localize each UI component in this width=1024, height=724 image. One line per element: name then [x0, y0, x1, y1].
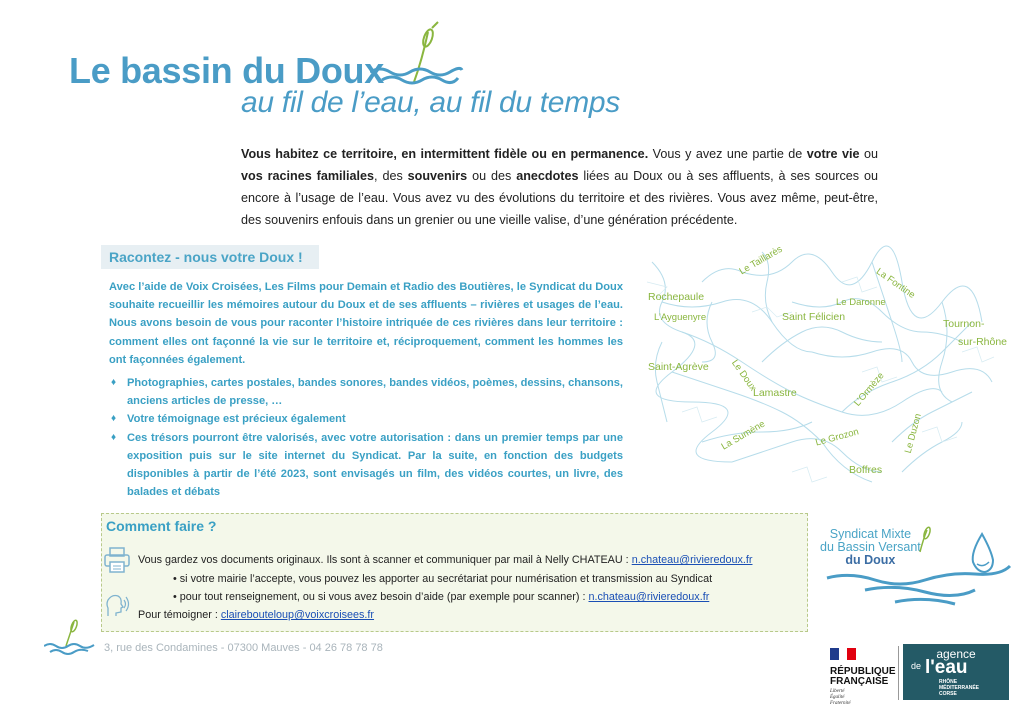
republique-francaise-logo: RÉPUBLIQUE FRANÇAISE Liberté Égalité Fraternité: [830, 647, 896, 707]
footer-reed-logo: [44, 616, 96, 656]
email-link-claire[interactable]: clairebouteloup@voixcroisees.fr: [220, 609, 375, 621]
printer-icon: [104, 546, 130, 574]
racontez-bullets: [109, 374, 623, 501]
syndicat-logo: [825, 522, 1015, 612]
logo-divider: [898, 646, 899, 700]
syndicat-logo-text: Syndicat Mixte du Bassin Versant du Doux: [820, 527, 921, 567]
footer-address: 3, rue des Condamines - 07300 Mauves - 04 26 78 78 78: [104, 642, 383, 654]
map-label-tournon-2: sur-Rhône: [958, 336, 1008, 348]
comment-faire-heading: Comment faire ?: [106, 518, 217, 534]
map-label-tournon: Tournon-: [943, 318, 985, 330]
list-item: ♦ Ces trésors pourront être valorisés, avec votre autorisation : dans un premier temps par une exposition puis sur le site internet du Syndicat. Par la suite, en fonction des budgets disponibles à partir de l’été 2023, sont envisagés un film, des vidéos courtes, un livre, des balades et débats: [109, 429, 623, 502]
diamond-bullet-icon: ♦: [111, 431, 117, 443]
speaking-head-icon: [104, 592, 130, 620]
email-link-nelly-2[interactable]: n.chateau@rivieredoux.fr: [588, 591, 710, 603]
page-title: Le bassin du Doux: [69, 50, 384, 91]
page-subtitle: au fil de l’eau, au fil du temps: [241, 86, 620, 119]
map-label-grozon: Le Grozon: [814, 426, 861, 449]
map-label-boffres: Boffres: [849, 464, 883, 476]
comment-line-1: Vous gardez vos documents originaux. Ils sont à scanner et communiquer par mail à Nelly CHATEAU : n.chateau@rivieredoux.fr: [138, 554, 753, 566]
intro-paragraph: Vous habitez ce territoire, en intermittent fidèle ou en permanence. Vous y avez une partie de votre vie ou vos racines familiales, des souvenirs ou des anecdotes liées au Doux ou à ses affluents, à ses sources ou encore à l’usage de l’eau. Vous avez vu des évolutions du territoire et des rivières. Vous avez même, peut-être, des souvenirs enfouis dans un grenier ou une vieille valise, d’une génération précédente.: [241, 147, 878, 227]
comment-line-4: Pour témoigner : clairebouteloup@voixcroisees.fr: [138, 609, 375, 621]
map-label-ayguenyre: L’Ayguenyre: [654, 312, 707, 323]
map-label-tailleres: Le Taillarès: [737, 243, 785, 278]
map-label-stagreve: Saint-Agrève: [648, 361, 709, 373]
racontez-paragraph: Avec l’aide de Voix Croisées, Les Films pour Demain et Radio des Boutières, le Syndicat du Doux souhaite recueillir les mémoires autour du Doux et de ses affluents – rivières et usages de l’eau. Nous avons besoin de vous pour raconter l’histoire intriquée de ces rivières dans leur territoire : comment elles ont façonné la vie sur le territoire et, réciproquement, comment les hommes les ont façonnées également.: [109, 281, 623, 366]
map-label-stfelicien: Saint Félicien: [782, 311, 846, 323]
reed-wave-logo: [370, 20, 470, 90]
map-label-ormeze: L’Ormèze: [852, 370, 887, 409]
list-item: ♦ Photographies, cartes postales, bandes sonores, bandes vidéos, poèmes, dessins, chansons, anciens articles de presse, …: [109, 374, 623, 410]
marianne-flag-icon: [830, 648, 856, 660]
map-label-daronne: Le Daronne: [836, 297, 886, 308]
map-label-fontine: La Fontine: [873, 266, 918, 301]
map-label-rochepaule: Rochepaule: [648, 291, 705, 303]
diamond-bullet-icon: ♦: [111, 413, 117, 425]
diamond-bullet-icon: ♦: [111, 377, 117, 388]
list-item: ♦ Votre témoignage est précieux également: [109, 410, 623, 428]
map-label-lamastre: Lamastre: [753, 387, 797, 399]
comment-line-2: • si votre mairie l’accepte, vous pouvez les apporter au secrétariat pour numérisation et transmission au Syndicat: [173, 573, 713, 585]
map-label-sumene: La Sumène: [719, 418, 768, 453]
racontez-heading: Racontez - nous votre Doux !: [109, 249, 303, 265]
agence-eau-logo: agence de l'eau RHÔNE MÉDITERRANÉE CORSE: [903, 644, 1009, 700]
email-link-nelly[interactable]: n.chateau@rivieredoux.fr: [631, 554, 753, 566]
map-label-duzon: Le Duzon: [902, 412, 924, 455]
map-label-doux: Le Doux: [729, 357, 759, 394]
comment-line-3: • pour tout renseignement, ou si vous avez besoin d’aide (par exemple pour scanner) : n.chateau@rivieredoux.fr: [173, 591, 710, 603]
